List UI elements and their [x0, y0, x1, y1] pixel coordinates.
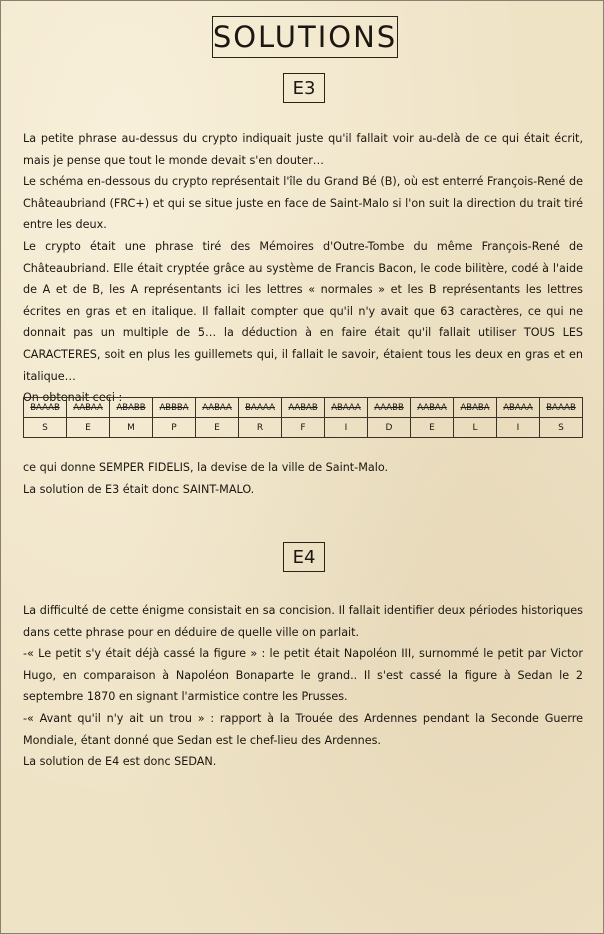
- e3-solution-line: La solution de E3 était donc SAINT-MALO.: [23, 482, 255, 496]
- e3-text: [23, 128, 583, 409]
- code-cell: AABAA: [196, 398, 239, 418]
- code-cell: ABBBA: [153, 398, 196, 418]
- code-cell: ABABB: [110, 398, 153, 418]
- e4-text: [23, 600, 583, 773]
- code-cell: BAAAA: [239, 398, 282, 418]
- letter-cell: E: [67, 418, 110, 438]
- page-title: SOLUTIONS: [212, 16, 398, 58]
- letter-cell: F: [282, 418, 325, 438]
- e3-paragraph: Le schéma en-dessous du crypto représentait l'île du Grand Bé (B), où est enterré François-René de Châteaubriand (FRC+) et qui se situe juste en face de Saint-Malo si l'on suit la direction du trait tiré entre les deux.: [23, 175, 583, 232]
- e4-paragraph: -« Avant qu'il n'y ait un trou » : rapport à la Trouée des Ardennes pendant la Seconde Guerre Mondiale, étant donné que Sedan est le chef-lieu des Ardennes.: [23, 711, 583, 747]
- e4-paragraph: La difficulté de cette énigme consistait en sa concision. Il fallait identifier deux périodes historiques dans cette phrase pour en déduire de quelle ville on parlait.: [23, 604, 583, 639]
- letter-cell: I: [497, 418, 540, 438]
- letter-cell: R: [239, 418, 282, 438]
- code-cell: AAABB: [368, 398, 411, 418]
- section-heading-e3: E3: [283, 73, 325, 103]
- e3-paragraph: On obtenait ceci :: [23, 391, 123, 405]
- code-cell: ABAAA: [325, 398, 368, 418]
- e3-conclusion: [23, 457, 583, 500]
- letter-cell: S: [540, 418, 583, 438]
- letter-cell: L: [454, 418, 497, 438]
- letter-cell: D: [368, 418, 411, 438]
- letter-cell: E: [196, 418, 239, 438]
- code-cell: AABAA: [67, 398, 110, 418]
- code-cell: ABABA: [454, 398, 497, 418]
- code-cell: ABAAA: [497, 398, 540, 418]
- letter-cell: M: [110, 418, 153, 438]
- code-cell: BAAAB: [540, 398, 583, 418]
- bacon-code-table: [23, 397, 583, 438]
- code-cell: BAAAB: [24, 398, 67, 418]
- e3-paragraph: Le crypto était une phrase tiré des Mémoires d'Outre-Tombe du même François-René de Châteaubriand. Elle était cryptée grâce au système de Francis Bacon, le code bilitère, codé à l'aide de A et de B, les A représentants ici les lettres « normales » et les B représentants les lettres écrites en gras et en italique. Il fallait compter que qu'il n'y avait que 63 caractères, ce qui ne donnait pas un multiple de 5… la déduction à en faire était qu'il fallait utiliser TOUS LES CARACTERES, soit en plus les guillemets qui, il fallait le savoir, étaient tous les deux en gras et en italique…: [23, 239, 583, 383]
- letter-cell: I: [325, 418, 368, 438]
- code-row: [24, 398, 583, 418]
- code-cell: AABAB: [282, 398, 325, 418]
- section-heading-e4: E4: [283, 542, 325, 572]
- e3-paragraph: La petite phrase au-dessus du crypto indiquait juste qu'il fallait voir au-delà de ce qui était écrit, mais je pense que tout le monde devait s'en douter…: [23, 132, 583, 167]
- letter-row: [24, 418, 583, 438]
- letter-cell: S: [24, 418, 67, 438]
- code-cell: AABAA: [411, 398, 454, 418]
- letter-cell: P: [153, 418, 196, 438]
- e4-solution-line: La solution de E4 est donc SEDAN.: [23, 755, 217, 769]
- e4-paragraph: -« Le petit s'y était déjà cassé la figure » : le petit était Napoléon III, surnommé le petit par Victor Hugo, en comparaison à Napoléon Bonaparte le grand.. Il s'est cassé la figure à Sedan le 2 septembre 1870 en signant l'armistice contre les Prusses.: [23, 647, 583, 704]
- letter-cell: E: [411, 418, 454, 438]
- e3-after-line: ce qui donne SEMPER FIDELIS, la devise de la ville de Saint-Malo.: [23, 461, 389, 474]
